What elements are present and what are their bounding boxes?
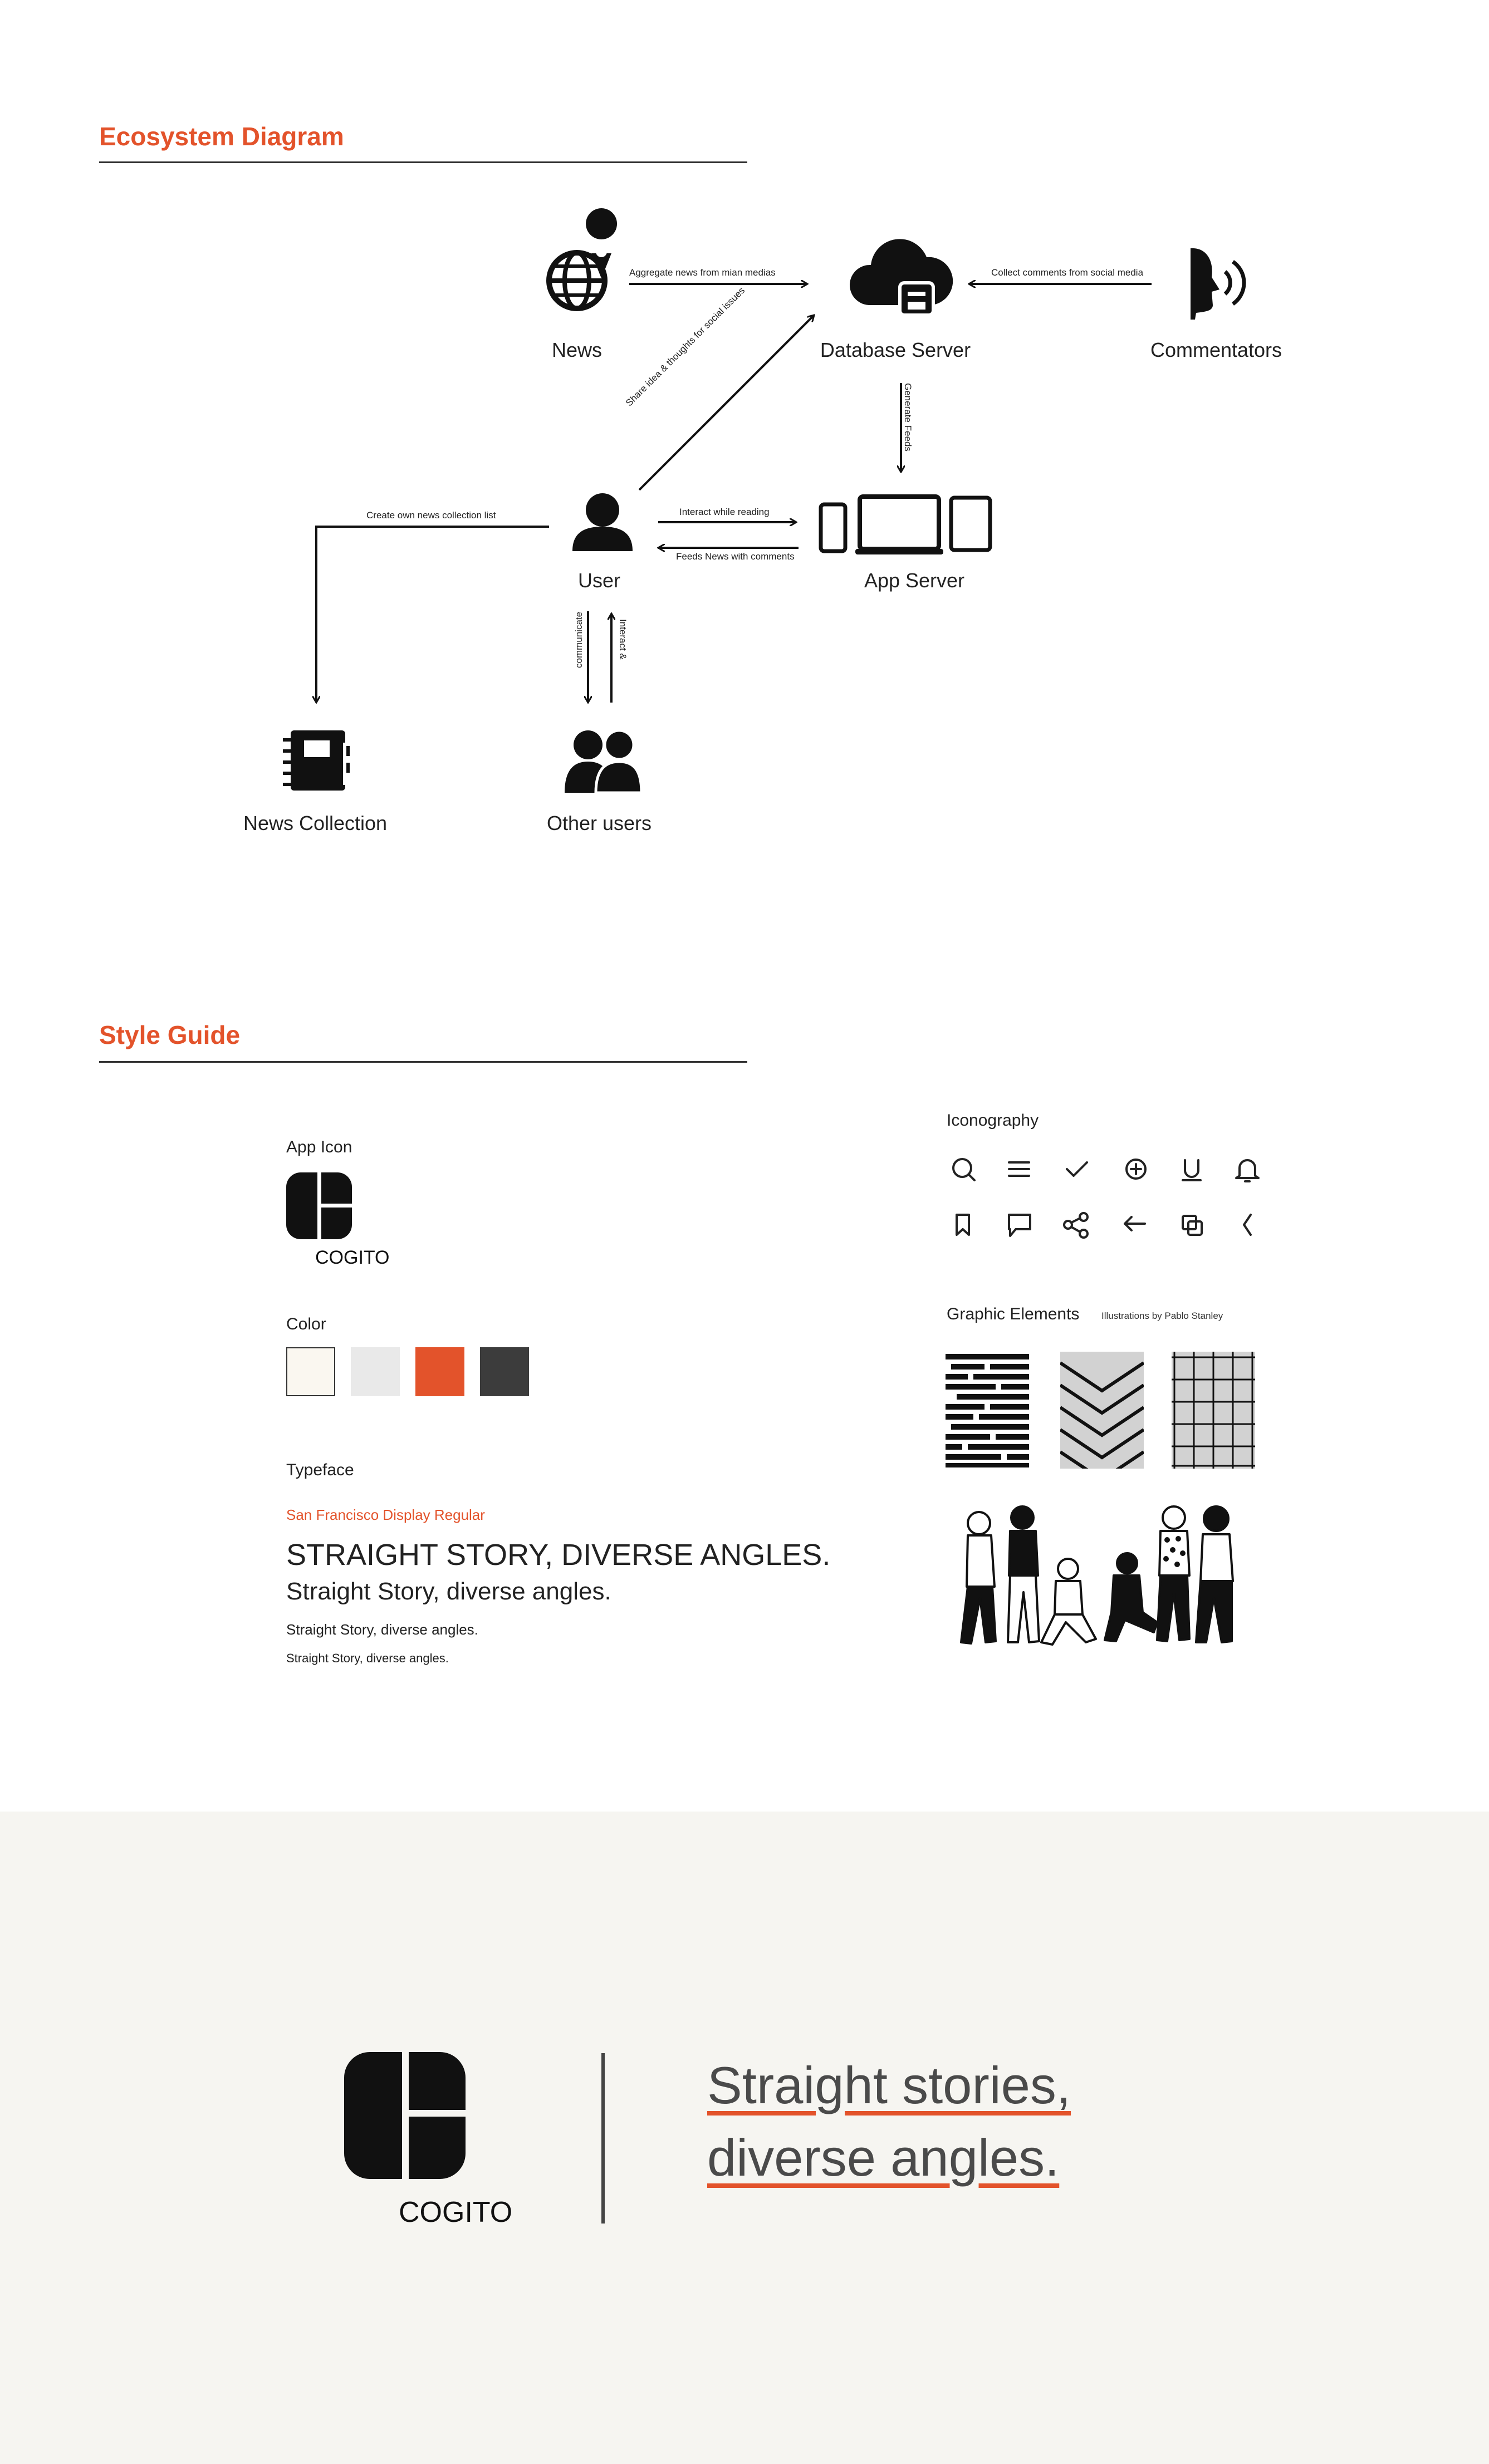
pattern-dashes <box>946 1352 1032 1469</box>
node-database-server: Database Server <box>820 338 971 361</box>
type-sample-display: STRAIGHT STORY, DIVERSE ANGLES. <box>286 1538 831 1572</box>
type-sample-large: Straight Story, diverse angles. <box>286 1578 611 1605</box>
color-label: Color <box>286 1315 326 1333</box>
footer-logo-icon <box>344 2052 466 2179</box>
iconography-label: Iconography <box>947 1111 1039 1130</box>
check-icon <box>1067 1162 1087 1176</box>
footer-tagline-line1: Straight stories, <box>707 2056 1071 2114</box>
color-swatch-cream <box>286 1347 335 1396</box>
notebook-icon <box>283 730 350 791</box>
search-icon <box>953 1159 974 1180</box>
share-icon <box>1064 1213 1088 1238</box>
people-illustration <box>947 1503 1253 1659</box>
graphic-elements-credit: Illustrations by Pablo Stanley <box>1101 1310 1223 1321</box>
group-icon <box>565 730 641 793</box>
underline-icon <box>1183 1160 1201 1180</box>
bookmark-icon <box>957 1215 969 1235</box>
typeface-label: Typeface <box>286 1461 354 1479</box>
footer-brand-name: COGITO <box>399 2196 513 2229</box>
menu-icon <box>1009 1162 1029 1176</box>
node-commentators: Commentators <box>1150 338 1282 361</box>
edge-label-interact-and: Interact & <box>618 619 628 660</box>
edge-label-interact: Interact while reading <box>679 507 770 517</box>
devices-icon <box>821 497 990 554</box>
app-icon-label: App Icon <box>286 1138 352 1156</box>
typeface-font-name: San Francisco Display Regular <box>286 1506 485 1523</box>
style-guide-title: Style Guide <box>99 1020 241 1049</box>
style-guide-divider <box>99 1061 747 1063</box>
pattern-chevrons <box>1060 1352 1144 1469</box>
bell-icon <box>1236 1160 1258 1181</box>
graphic-elements-label: Graphic Elements <box>947 1305 1080 1323</box>
node-other-users: Other users <box>546 812 652 835</box>
node-app-server: App Server <box>864 569 965 592</box>
user-icon <box>572 493 633 551</box>
pattern-grid <box>1172 1352 1255 1469</box>
arrow-share <box>639 315 814 490</box>
edge-label-generate: Generate Feeds <box>903 383 913 451</box>
type-sample-body: Straight Story, diverse angles. <box>286 1621 478 1638</box>
comment-icon <box>1009 1215 1030 1236</box>
edge-label-communicate: communicate <box>574 611 584 668</box>
arrow-left-icon <box>1125 1217 1145 1230</box>
footer-tagline-line2: diverse angles. <box>707 2128 1060 2187</box>
type-sample-small: Straight Story, diverse angles. <box>286 1651 449 1665</box>
arrow-create <box>316 527 549 703</box>
color-swatch-dark <box>480 1347 529 1396</box>
copy-icon <box>1183 1216 1202 1235</box>
app-icon-name: COGITO <box>315 1247 390 1268</box>
node-user: User <box>577 569 621 592</box>
color-swatch-orange <box>415 1347 464 1396</box>
color-swatch-light-grey <box>351 1347 400 1396</box>
edge-label-aggregate: Aggregate news from mian medias <box>629 267 776 278</box>
node-news-collection: News Collection <box>243 812 388 835</box>
cogito-logo-icon <box>286 1172 352 1239</box>
ecosystem-diagram <box>0 0 1489 868</box>
edge-label-feeds: Feeds News with comments <box>676 551 795 562</box>
speaking-head-icon <box>1191 248 1244 320</box>
add-circle-icon <box>1126 1160 1145 1179</box>
footer-divider <box>601 2053 605 2224</box>
icon-grid <box>947 1152 1270 1247</box>
edge-label-create: Create own news collection list <box>366 510 496 521</box>
edge-label-collect: Collect comments from social media <box>991 267 1144 278</box>
cloud-server-icon <box>850 239 953 315</box>
edge-label-share: Share idea & thoughts for social issues <box>624 285 747 409</box>
globe-pin-icon <box>549 208 617 308</box>
node-news: News <box>551 338 603 361</box>
chevron-left-icon <box>1244 1215 1251 1235</box>
ecosystem-title: Ecosystem Diagram <box>99 122 344 151</box>
